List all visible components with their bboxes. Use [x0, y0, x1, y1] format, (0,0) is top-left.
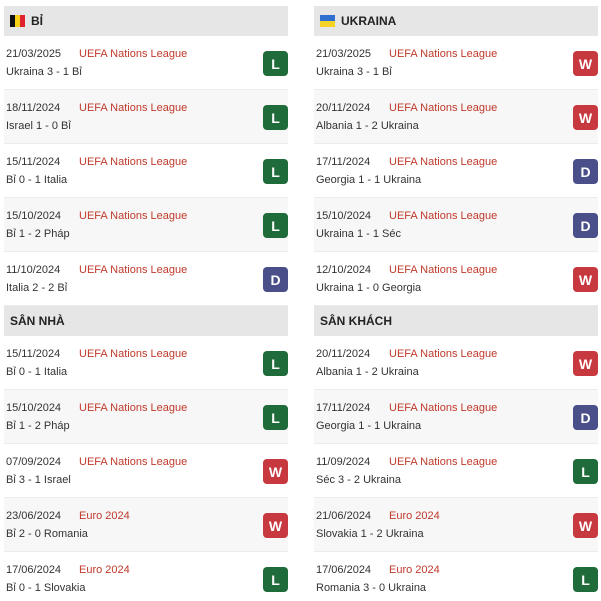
- match-row[interactable]: [4, 198, 288, 252]
- match-date: 11/10/2024: [6, 264, 61, 276]
- match-date: 07/09/2024: [6, 456, 62, 468]
- match-score: Romania 3 - 0 Ukraina: [316, 582, 427, 594]
- match-row[interactable]: [4, 552, 288, 601]
- match-score: Bỉ 1 - 2 Pháp: [6, 420, 70, 432]
- result-badge: D: [573, 159, 598, 184]
- result-badge: D: [573, 213, 598, 238]
- result-badge: D: [263, 267, 288, 292]
- match-row[interactable]: [4, 444, 288, 498]
- match-date: 15/10/2024: [6, 210, 62, 222]
- match-row[interactable]: [314, 390, 598, 444]
- match-score: Séc 3 - 2 Ukraina: [316, 474, 401, 486]
- ukraine-form-panel: [314, 6, 598, 306]
- match-date: 20/11/2024: [316, 102, 371, 114]
- match-date: 17/11/2024: [316, 402, 371, 414]
- match-competition[interactable]: UEFA Nations League: [79, 156, 188, 168]
- match-row[interactable]: [314, 198, 598, 252]
- match-row[interactable]: [314, 498, 598, 552]
- away-title: SÂN KHÁCH: [320, 314, 392, 328]
- match-date: 15/10/2024: [6, 402, 62, 414]
- match-competition[interactable]: UEFA Nations League: [389, 402, 498, 414]
- match-date: 15/11/2024: [6, 348, 61, 360]
- match-score: Israel 1 - 0 Bỉ: [6, 120, 71, 132]
- match-score: Slovakia 1 - 2 Ukraina: [316, 528, 424, 540]
- away-match-list: [314, 336, 598, 601]
- match-row[interactable]: [314, 444, 598, 498]
- match-competition[interactable]: UEFA Nations League: [389, 102, 498, 114]
- belgium-title: BỈ: [31, 14, 43, 28]
- belgium-header: [4, 6, 288, 36]
- result-badge: W: [573, 513, 598, 538]
- match-score: Ukraina 3 - 1 Bỉ: [6, 66, 82, 78]
- match-date: 12/10/2024: [316, 264, 372, 276]
- match-date: 17/06/2024: [316, 564, 372, 576]
- ukraine-flag-icon: [320, 15, 335, 27]
- match-competition[interactable]: Euro 2024: [389, 510, 440, 522]
- match-competition[interactable]: Euro 2024: [389, 564, 440, 576]
- match-score: Ukraina 3 - 1 Bỉ: [316, 66, 392, 78]
- match-competition[interactable]: UEFA Nations League: [79, 348, 188, 360]
- result-badge: W: [573, 351, 598, 376]
- match-score: Bỉ 2 - 0 Romania: [6, 528, 88, 540]
- belgium-flag-icon: [10, 15, 25, 27]
- home-form-panel: [4, 306, 288, 601]
- match-row[interactable]: [314, 90, 598, 144]
- belgium-form-panel: [4, 6, 288, 306]
- match-row[interactable]: [4, 390, 288, 444]
- match-date: 17/06/2024: [6, 564, 62, 576]
- match-competition[interactable]: Euro 2024: [79, 564, 130, 576]
- match-date: 23/06/2024: [6, 510, 62, 522]
- match-date: 20/11/2024: [316, 348, 371, 360]
- match-row[interactable]: [314, 336, 598, 390]
- match-date: 21/03/2025: [316, 48, 372, 60]
- match-competition[interactable]: UEFA Nations League: [389, 348, 498, 360]
- match-row[interactable]: [4, 36, 288, 90]
- match-row[interactable]: [4, 336, 288, 390]
- match-row[interactable]: [314, 552, 598, 601]
- match-row[interactable]: [4, 498, 288, 552]
- result-badge: D: [573, 405, 598, 430]
- result-badge: L: [263, 105, 288, 130]
- result-badge: W: [263, 459, 288, 484]
- match-score: Georgia 1 - 1 Ukraina: [316, 174, 422, 186]
- match-competition[interactable]: UEFA Nations League: [79, 264, 188, 276]
- ukraine-title: UKRAINA: [341, 14, 397, 28]
- result-badge: L: [263, 213, 288, 238]
- match-score: Bỉ 0 - 1 Slovakia: [6, 582, 86, 594]
- away-form-panel: [314, 306, 598, 601]
- result-badge: L: [573, 459, 598, 484]
- match-competition[interactable]: UEFA Nations League: [389, 456, 498, 468]
- match-score: Albania 1 - 2 Ukraina: [316, 366, 419, 378]
- result-badge: L: [263, 159, 288, 184]
- belgium-match-list: [4, 36, 288, 306]
- result-badge: W: [263, 513, 288, 538]
- match-row[interactable]: [4, 90, 288, 144]
- match-row[interactable]: [314, 144, 598, 198]
- ukraine-match-list: [314, 36, 598, 306]
- match-score: Ukraina 1 - 1 Séc: [316, 228, 401, 240]
- match-date: 15/11/2024: [6, 156, 61, 168]
- match-row[interactable]: [4, 144, 288, 198]
- home-title: SÂN NHÀ: [10, 314, 65, 328]
- match-score: Ukraina 1 - 0 Georgia: [316, 282, 422, 294]
- match-row[interactable]: [314, 252, 598, 306]
- match-competition[interactable]: UEFA Nations League: [79, 210, 188, 222]
- home-header: [4, 306, 288, 336]
- match-competition[interactable]: UEFA Nations League: [389, 48, 498, 60]
- result-badge: W: [573, 105, 598, 130]
- match-score: Bỉ 0 - 1 Italia: [6, 366, 68, 378]
- match-score: Bỉ 0 - 1 Italia: [6, 174, 68, 186]
- ukraine-header: [314, 6, 598, 36]
- match-score: Albania 1 - 2 Ukraina: [316, 120, 419, 132]
- match-date: 11/09/2024: [316, 456, 371, 468]
- result-badge: L: [263, 405, 288, 430]
- result-badge: W: [573, 267, 598, 292]
- match-competition[interactable]: UEFA Nations League: [79, 456, 188, 468]
- result-badge: L: [573, 567, 598, 592]
- match-date: 18/11/2024: [6, 102, 61, 114]
- match-score: Georgia 1 - 1 Ukraina: [316, 420, 422, 432]
- result-badge: W: [573, 51, 598, 76]
- match-competition[interactable]: UEFA Nations League: [389, 264, 498, 276]
- match-date: 21/06/2024: [316, 510, 372, 522]
- result-badge: L: [263, 351, 288, 376]
- match-score: Italia 2 - 2 Bỉ: [6, 282, 68, 294]
- match-competition[interactable]: UEFA Nations League: [79, 402, 188, 414]
- result-badge: L: [263, 567, 288, 592]
- match-score: Bỉ 1 - 2 Pháp: [6, 228, 70, 240]
- match-row[interactable]: [4, 252, 288, 306]
- home-match-list: [4, 336, 288, 601]
- match-date: 15/10/2024: [316, 210, 372, 222]
- match-date: 17/11/2024: [316, 156, 371, 168]
- match-row[interactable]: [314, 36, 598, 90]
- match-competition[interactable]: UEFA Nations League: [389, 156, 498, 168]
- match-date: 21/03/2025: [6, 48, 62, 60]
- match-competition[interactable]: UEFA Nations League: [389, 210, 498, 222]
- match-score: Bỉ 3 - 1 Israel: [6, 474, 71, 486]
- match-competition[interactable]: UEFA Nations League: [79, 102, 188, 114]
- match-competition[interactable]: UEFA Nations League: [79, 48, 188, 60]
- result-badge: L: [263, 51, 288, 76]
- away-header: [314, 306, 598, 336]
- match-competition[interactable]: Euro 2024: [79, 510, 130, 522]
